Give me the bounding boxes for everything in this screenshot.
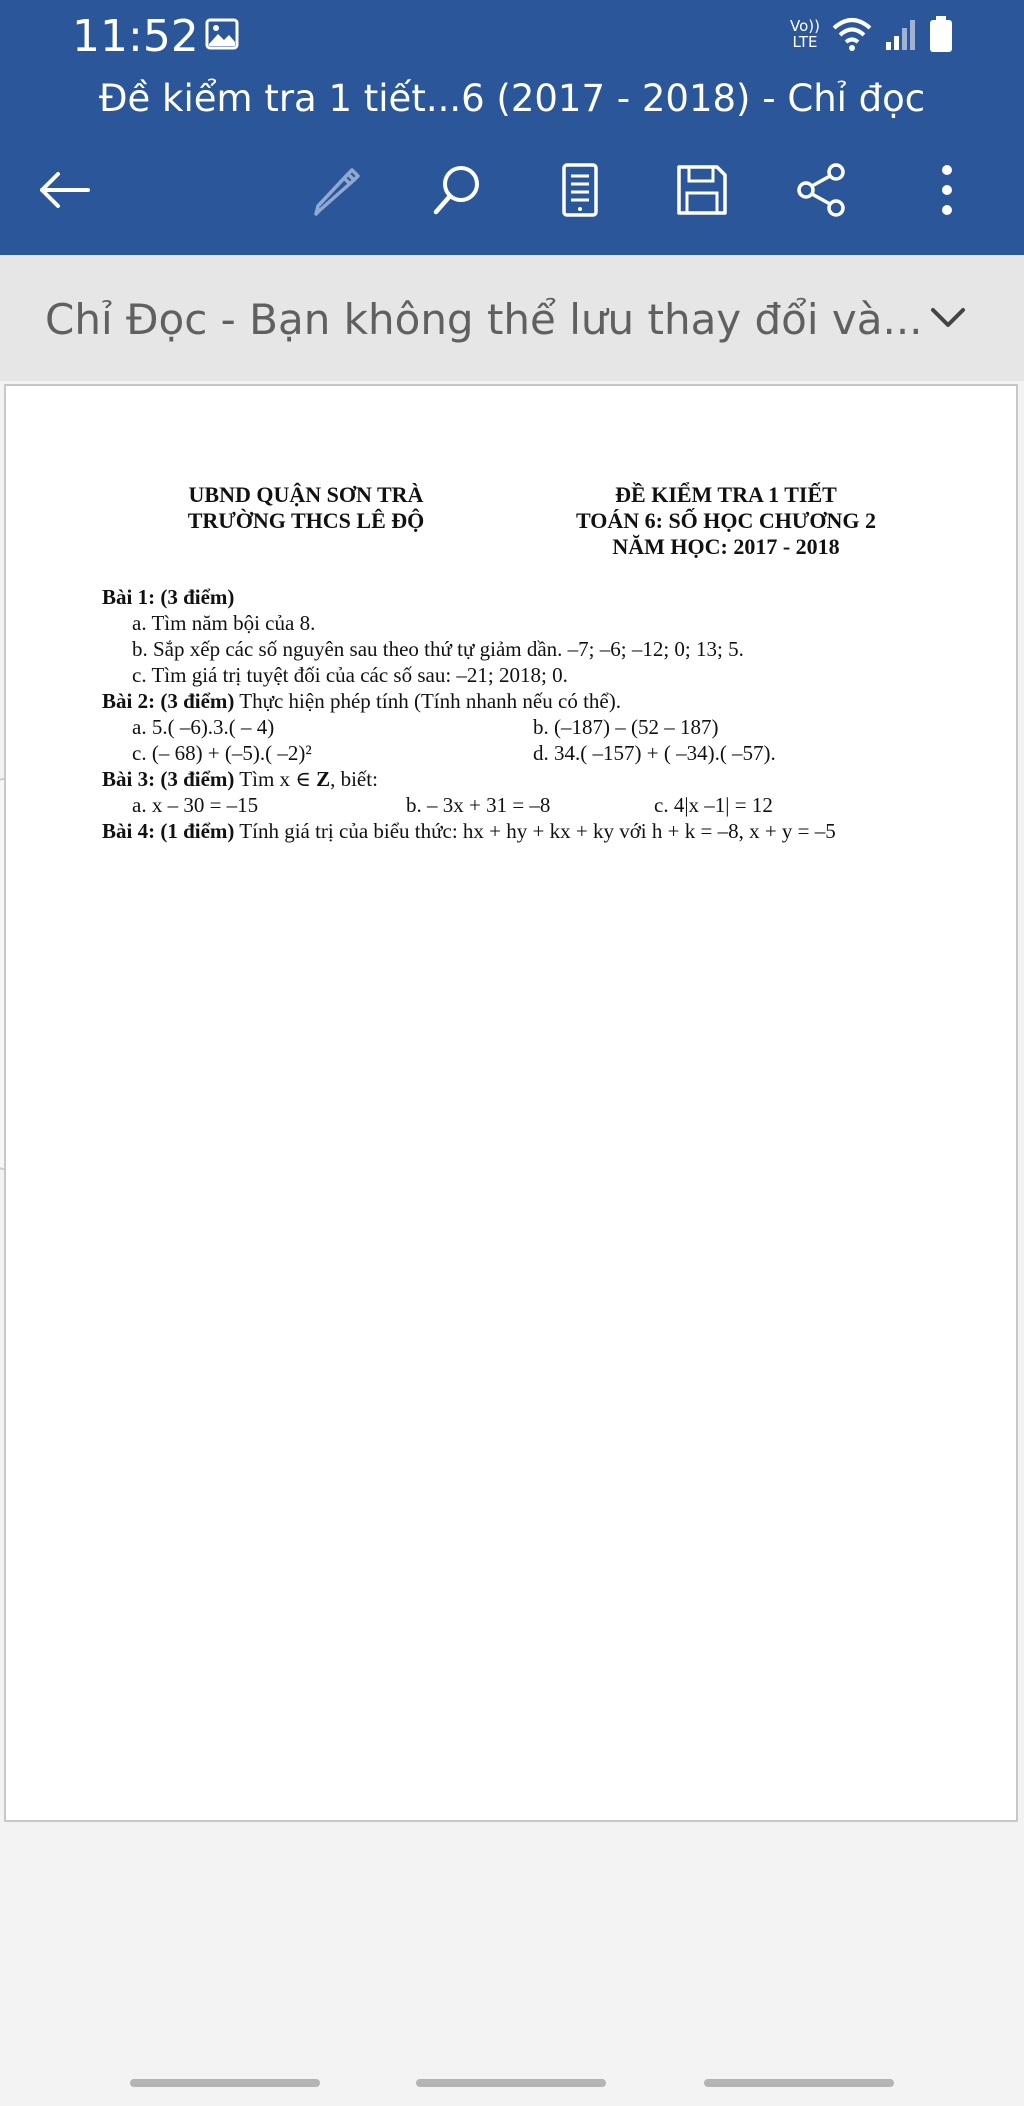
bai2-a: a. 5.( –6).3.( – 4)	[132, 715, 275, 739]
bai1-title: Bài 1: (3 điểm)	[102, 585, 235, 609]
exam-header: ĐỀ KIỂM TRA 1 TIẾT TOÁN 6: SỐ HỌC CHƯƠNG 2 NĂM HỌC: 2017 - 2018	[575, 482, 877, 559]
bai3-c: c. 4|x –1| = 12	[654, 793, 773, 817]
bai3-b: b. – 3x + 31 = –8	[406, 793, 551, 817]
save-icon	[675, 163, 729, 217]
volte-indicator: Vo)) LTE	[790, 17, 820, 51]
nav-recents-button[interactable]	[130, 2079, 320, 2087]
bai1-a: a. Tìm năm bội của 8.	[132, 611, 316, 635]
school-header: UBND QUẬN SƠN TRÀ TRƯỜNG THCS LÊ ĐỘ	[187, 482, 425, 533]
bai4-line	[102, 818, 836, 844]
edit-button[interactable]	[296, 150, 376, 230]
chevron-down-icon	[930, 307, 966, 329]
bai2-b: b. (–187) – (52 – 187)	[533, 715, 719, 739]
search-icon	[428, 162, 484, 218]
app-bar	[0, 0, 1024, 255]
signal-icon	[884, 16, 918, 52]
wifi-icon	[830, 16, 874, 52]
search-button[interactable]	[416, 150, 496, 230]
back-arrow-icon	[36, 170, 92, 210]
bai3-line: Bài 3: (3 điểm) Tìm x ∈ Z, biết:	[102, 767, 378, 791]
save-button[interactable]	[662, 150, 742, 230]
bai2-title: Bài 2: (3 điểm)	[102, 689, 235, 713]
bai2-text: Thực hiện phép tính (Tính nhanh nếu có thể).	[234, 689, 621, 713]
share-icon	[794, 162, 850, 218]
document-page[interactable]	[4, 384, 1018, 1822]
mobile-view-button[interactable]	[540, 150, 620, 230]
more-options-button[interactable]	[907, 150, 987, 230]
document-title: Đề kiểm tra 1 tiết...6 (2017 - 2018) - Chỉ đọc	[98, 77, 926, 120]
mobile-view-icon	[558, 162, 602, 218]
bai3-title: Bài 3: (3 điểm)	[102, 767, 235, 791]
bai1-b: b. Sắp xếp các số nguyên sau theo thứ tự giảm dần. –7; –6; –12; 0; 13; 5.	[132, 637, 744, 661]
bai2-c: c. (– 68) + (–5).( –2)²	[132, 741, 312, 765]
bai1-c: c. Tìm giá trị tuyệt đối của các số sau: –21; 2018; 0.	[132, 663, 568, 687]
share-button[interactable]	[782, 150, 862, 230]
more-icon	[937, 162, 957, 218]
battery-icon	[928, 15, 954, 53]
status-icons	[790, 14, 954, 54]
back-button[interactable]	[24, 150, 104, 230]
bai4-title: Bài 4: (1 điểm)	[102, 819, 235, 843]
toolbar	[0, 150, 1024, 230]
banner-expand-button[interactable]	[918, 283, 978, 353]
bai2-d: d. 34.( –157) + ( –34).( –57).	[533, 741, 776, 765]
bai2-line	[102, 688, 621, 714]
bai3-a: a. x – 30 = –15	[132, 793, 259, 817]
image-icon	[205, 18, 239, 50]
read-only-message: Chỉ Đọc - Bạn không thể lưu thay đổi và...	[45, 295, 923, 344]
read-only-banner[interactable]	[0, 255, 1024, 381]
status-time: 11:52	[72, 11, 199, 62]
pen-icon	[310, 164, 362, 216]
system-navigation-bar	[0, 2058, 1024, 2106]
nav-back-button[interactable]	[704, 2079, 894, 2087]
nav-home-button[interactable]	[416, 2079, 606, 2087]
bai4-text: Tính giá trị của biểu thức: hx + hy + kx + ky với h + k = –8, x + y = –5	[234, 819, 836, 843]
